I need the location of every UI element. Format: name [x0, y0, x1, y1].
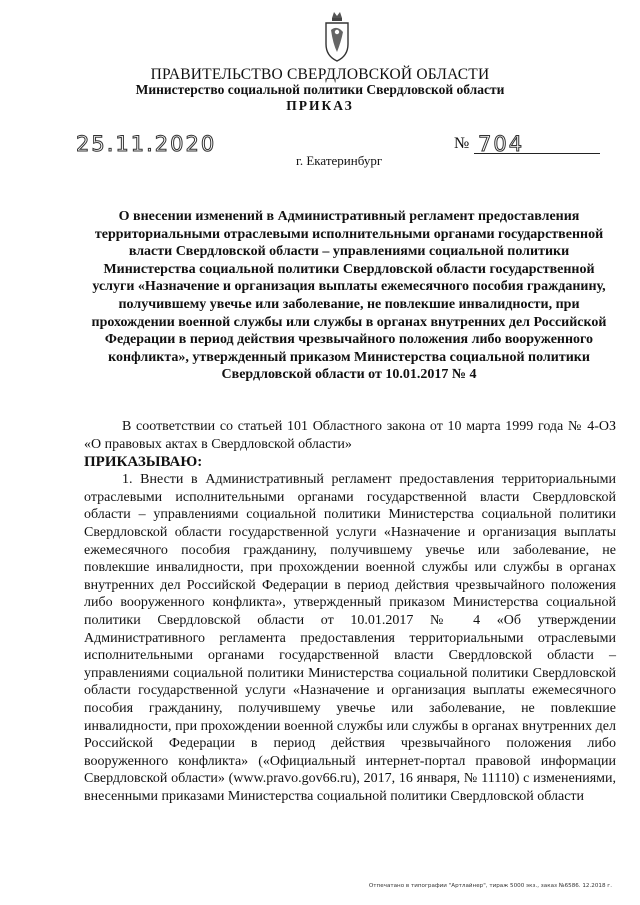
document-type: ПРИКАЗ [286, 98, 354, 113]
number-sign: № [454, 135, 470, 152]
point-1: 1. Внести в Административный регламент предоставления территориальными отраслевыми исполнительными органами государственной власти Свердловской области – управлениями социальной политики Министерства социальной политики Свердловской области государственной услуги «Назначение и организация выплаты ежемесячного пособия гражданину, получившему увечье или заболевание, не повлекшие инвалидности, при прохождении военной службы или службы в органах внутренних дел Российской Федерации в период действия чрезвычайного положения либо вооруженного конфликта», утвержденный приказом Министерства социальной политики Свердловской области от 10.01.2017 № 4 «Об утверждении Административного регламента предоставления территориальными отраслевыми исполнительными органами государственной власти Свердловской области – управлениями социальной политики Министерства социальной политики Свердловской области государственной услуги «Назначение и организация выплаты ежемесячного пособия гражданину, получившему увечье или заболевание, не повлекшие инвалидности, при прохождении военной службы или службы в органах внутренних дел Российской Федерации в период действия чрезвычайного положения либо вооруженного конфликта» («Официальный интернет-портал правовой информации Свердловской области» (www.pravo.gov66.ru), 2017, 16 января, № 11110) с изменениями, внесенными приказами Министерства социальной политики Свердловской области [84, 472, 616, 804]
order-date: 25.11.2020 [76, 132, 217, 156]
ministry-name: Министерство социальной политики Свердловской области [135, 82, 505, 97]
order-title: О внесении изменений в Административный регламент предоставления территориальными отраслевыми исполнительными органами государственной власти Свердловской области – управлениями социальной политики Министерства социальной политики Свердловской области государственной услуги «Назначение и организация выплаты ежемесячного пособия гражданину, получившему увечье или заболевание, не повлекшие инвалидности, при прохождении военной службы или службы в органах внутренних дел Российской Федерации в период действия чрезвычайного положения либо вооруженного конфликта», утвержденный приказом Министерства социальной политики Свердловской области от 10.01.2017 № 4 [91, 209, 607, 383]
government-name: ПРАВИТЕЛЬСТВО СВЕРДЛОВСКОЙ ОБЛАСТИ [150, 66, 490, 83]
sverdlovsk-coat-of-arms-icon [323, 8, 351, 62]
order-number: 704 [478, 132, 525, 156]
order-body [84, 418, 616, 805]
order-word: ПРИКАЗЫВАЮ: [84, 454, 203, 471]
preamble: В соответствии со статьей 101 Областного закона от 10 марта 1999 года № 4-ОЗ «О правовых актах в Свердловской области» [84, 419, 616, 452]
city: г. Екатеринбург [296, 153, 383, 168]
print-footer: Отпечатано в типографии "Артлайнер", тираж 5000 экз., заказ №6586. 12.2018 г. [368, 883, 612, 889]
number-underline [474, 153, 600, 154]
